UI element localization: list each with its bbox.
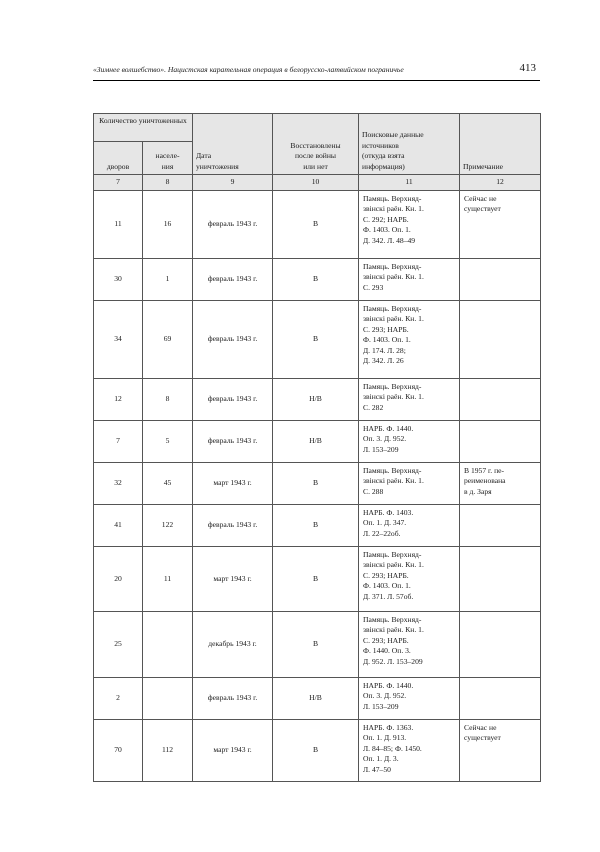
source-cell: Памяць. Верхняд- звінскі раён. Кн. 1. С. 288 xyxy=(359,463,460,505)
column-number: 8 xyxy=(143,175,193,191)
note-cell xyxy=(460,259,541,301)
table-row xyxy=(94,463,541,505)
restored-cell: Н/В xyxy=(273,678,359,720)
yards-cell: 41 xyxy=(94,505,143,547)
restored-cell: В xyxy=(273,463,359,505)
note-cell: Сейчас не существует xyxy=(460,720,541,782)
date-cell: февраль 1943 г. xyxy=(193,191,273,259)
table-row xyxy=(94,720,541,782)
restored-cell: Н/В xyxy=(273,421,359,463)
table-row xyxy=(94,421,541,463)
header-yards: дворов xyxy=(94,142,143,175)
yards-cell: 7 xyxy=(94,421,143,463)
date-cell: февраль 1943 г. xyxy=(193,379,273,421)
note-cell xyxy=(460,678,541,720)
source-cell: НАРБ. Ф. 1440. Оп. 3. Д. 952. Л. 153–209 xyxy=(359,421,460,463)
people-cell: 11 xyxy=(143,547,193,612)
table-row xyxy=(94,547,541,612)
source-cell: Памяць. Верхняд- звінскі раён. Кн. 1. С. 282 xyxy=(359,379,460,421)
restored-cell: В xyxy=(273,720,359,782)
yards-cell: 30 xyxy=(94,259,143,301)
date-cell: март 1943 г. xyxy=(193,720,273,782)
yards-cell: 32 xyxy=(94,463,143,505)
restored-cell: В xyxy=(273,191,359,259)
people-cell: 1 xyxy=(143,259,193,301)
yards-cell: 20 xyxy=(94,547,143,612)
yards-cell: 11 xyxy=(94,191,143,259)
note-cell xyxy=(460,612,541,678)
note-cell xyxy=(460,547,541,612)
note-cell: В 1957 г. пе- реименована в д. Заря xyxy=(460,463,541,505)
people-cell xyxy=(143,612,193,678)
table-row xyxy=(94,505,541,547)
header-sources: Поисковые данные источников (откуда взята информация) xyxy=(359,114,460,175)
table-row xyxy=(94,301,541,379)
column-number: 9 xyxy=(193,175,273,191)
yards-cell: 34 xyxy=(94,301,143,379)
people-cell: 45 xyxy=(143,463,193,505)
date-cell: февраль 1943 г. xyxy=(193,505,273,547)
yards-cell: 25 xyxy=(94,612,143,678)
villages-table xyxy=(93,113,541,782)
source-cell: Памяць. Верхняд- звінскі раён. Кн. 1. С. 293 xyxy=(359,259,460,301)
source-cell: НАРБ. Ф. 1363. Оп. 1. Д. 913. Л. 84–85; Ф. 1450. Оп. 1. Д. 3. Л. 47–50 xyxy=(359,720,460,782)
restored-cell: Н/В xyxy=(273,379,359,421)
note-cell xyxy=(460,301,541,379)
header-restored: Восстановлены после войны или нет xyxy=(273,114,359,175)
source-cell: Памяць. Верхняд- звінскі раён. Кн. 1. С. 293; НАРБ. Ф. 1440. Оп. 3. Д. 952. Л. 153–209 xyxy=(359,612,460,678)
people-cell: 112 xyxy=(143,720,193,782)
restored-cell: В xyxy=(273,259,359,301)
date-cell: март 1943 г. xyxy=(193,463,273,505)
restored-cell: В xyxy=(273,301,359,379)
date-cell: февраль 1943 г. xyxy=(193,678,273,720)
table-row xyxy=(94,259,541,301)
people-cell: 16 xyxy=(143,191,193,259)
restored-cell: В xyxy=(273,547,359,612)
table-row xyxy=(94,191,541,259)
date-cell: декабрь 1943 г. xyxy=(193,612,273,678)
date-cell: март 1943 г. xyxy=(193,547,273,612)
column-number: 11 xyxy=(359,175,460,191)
note-cell xyxy=(460,379,541,421)
note-cell xyxy=(460,421,541,463)
source-cell: НАРБ. Ф. 1440. Оп. 3. Д. 952. Л. 153–209 xyxy=(359,678,460,720)
yards-cell: 2 xyxy=(94,678,143,720)
restored-cell: В xyxy=(273,612,359,678)
people-cell: 122 xyxy=(143,505,193,547)
people-cell xyxy=(143,678,193,720)
header-people: населе- ния xyxy=(143,142,193,175)
page-number: 413 xyxy=(519,62,536,74)
column-number: 10 xyxy=(273,175,359,191)
header-note: Примечание xyxy=(460,114,541,175)
table-row xyxy=(94,379,541,421)
yards-cell: 12 xyxy=(94,379,143,421)
column-number: 7 xyxy=(94,175,143,191)
people-cell: 8 xyxy=(143,379,193,421)
date-cell: февраль 1943 г. xyxy=(193,421,273,463)
note-cell xyxy=(460,505,541,547)
header-destruction-date: Дата уничтожения xyxy=(193,114,273,175)
source-cell: Памяць. Верхняд- звінскі раён. Кн. 1. С. 293; НАРБ. Ф. 1403. Оп. 1. Д. 174. Л. 28; Д. 342. Л. 26 xyxy=(359,301,460,379)
header-destroyed-count: Количество уничтоженных xyxy=(94,114,193,142)
column-numbers-row xyxy=(94,175,541,191)
running-header xyxy=(93,62,540,81)
date-cell: февраль 1943 г. xyxy=(193,259,273,301)
note-cell: Сейчас не существует xyxy=(460,191,541,259)
source-cell: Памяць. Верхняд- звінскі раён. Кн. 1. С. 292; НАРБ. Ф. 1403. Оп. 1. Д. 342. Л. 48–49 xyxy=(359,191,460,259)
yards-cell: 70 xyxy=(94,720,143,782)
date-cell: февраль 1943 г. xyxy=(193,301,273,379)
people-cell: 69 xyxy=(143,301,193,379)
table-row xyxy=(94,612,541,678)
people-cell: 5 xyxy=(143,421,193,463)
column-number: 12 xyxy=(460,175,541,191)
source-cell: Памяць. Верхняд- звінскі раён. Кн. 1. С. 293; НАРБ. Ф. 1403. Оп. 1. Д. 371. Л. 57об. xyxy=(359,547,460,612)
source-cell: НАРБ. Ф. 1403. Оп. 1. Д. 347. Л. 22–22об. xyxy=(359,505,460,547)
running-title: «Зимнее волшебство». Нацистская карательная операция в белорусско-латвийском пограничье xyxy=(93,65,404,74)
restored-cell: В xyxy=(273,505,359,547)
table-row xyxy=(94,678,541,720)
